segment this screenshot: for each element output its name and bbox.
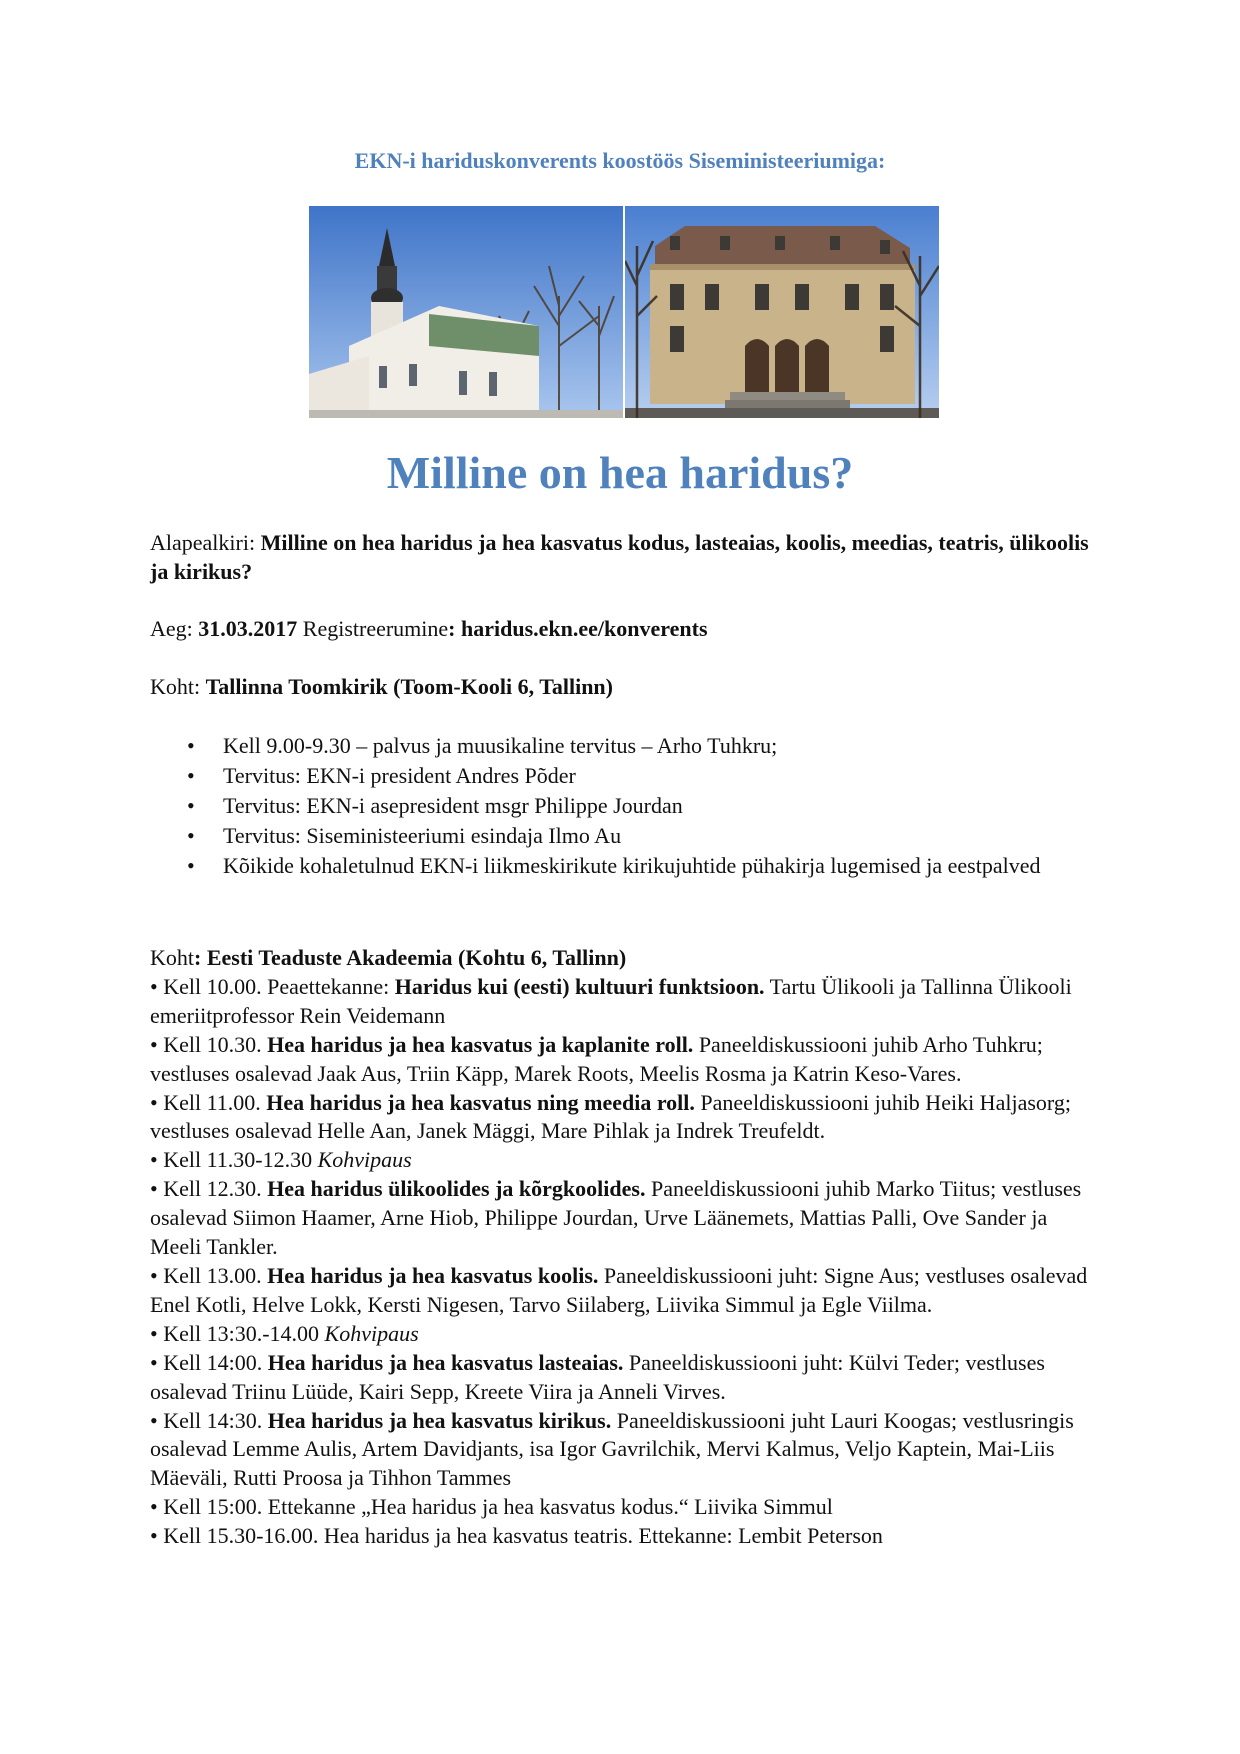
schedule-item-title: Hea haridus ja hea kasvatus lasteaias. [267, 1349, 624, 1375]
schedule-item-time: • Kell 13.00. [150, 1262, 268, 1288]
place-paragraph [150, 672, 1100, 701]
schedule-item-details: Paneeldiskussiooni juhib Heiki Haljasorg; vestluses osalevad Helle Aan, Janek Mäggi, Mare Pihlak ja Indrek Treufeldt. [150, 1089, 1071, 1144]
list-item: • Kõikide kohaletulnud EKN-i liikmeskirikute kirikujuhtide pühakirja lugemised ja eestpalved [150, 851, 1100, 881]
schedule-item-title: Hea haridus ja hea kasvatus koolis. [267, 1262, 599, 1288]
schedule-item-time: • Kell 10.00. Peaettekanne: [150, 973, 395, 999]
schedule-item-title: Hea haridus ja hea kasvatus ning meedia roll. [266, 1089, 695, 1115]
schedule-item [150, 1493, 1100, 1522]
registration-link[interactable]: : haridus.ekn.ee/konverents [448, 616, 708, 641]
schedule-item [150, 1522, 1100, 1551]
schedule-item-details: Paneeldiskussiooni juhib Arho Tuhkru; vestluses osalevad Jaak Aus, Triin Käpp, Marek Roots, Meelis Rosma ja Katrin Keso-Vares. [150, 1031, 1043, 1086]
schedule-item-details: Paneeldiskussiooni juht Lauri Koogas; vestlusringis osalevad Lemme Aulis, Artem Davidjants, isa Igor Gavrilchik, Mervi Kalmus, Veljo Kaptein, Mai-Liis Mäeväli, Rutti Proosa ja Tihhon Tammes [150, 1407, 1074, 1491]
schedule-item-details: Tartu Ülikooli ja Tallinna Ülikooli emeriitprofessor Rein Veidemann [150, 973, 1072, 1028]
schedule-item [150, 1031, 1100, 1089]
schedule-place-value: : Eesti Teaduste Akadeemia (Kohtu 6, Tallinn) [194, 945, 627, 970]
page-title: Milline on hea haridus? [386, 447, 854, 498]
place-value: Tallinna Toomkirik (Toom-Kooli 6, Tallinn) [205, 674, 613, 699]
schedule-item [150, 1146, 1100, 1175]
subtitle-value: Milline on hea haridus ja hea kasvatus kodus, lasteaias, koolis, meedias, teatris, ülikoolis ja kirikus? [150, 530, 1089, 584]
schedule-item [150, 1320, 1100, 1349]
registration-label: Registreerumine [297, 616, 449, 641]
time-value: 31.03.2017 [198, 616, 298, 641]
schedule-place-label: Koht [150, 945, 194, 970]
schedule-item [150, 1349, 1100, 1407]
church-photo [309, 206, 623, 418]
time-label: Aeg: [150, 616, 199, 641]
schedule-place [150, 944, 1100, 973]
schedule-item-time: • Kell 10.30. [150, 1031, 268, 1057]
list-item: • Kell 9.00-9.30 – palvus ja muusikaline tervitus – Arho Tuhkru; [150, 731, 1100, 761]
schedule-item-break: Kohvipaus [324, 1320, 419, 1346]
schedule-item-text: • Kell 15:00. Ettekanne „Hea haridus ja hea kasvatus kodus.“ Liivika Simmul [150, 1494, 833, 1520]
schedule-item-details: Paneeldiskussiooni juhib Marko Tiitus; vestluses osalevad Siimon Haamer, Arne Hiob, Philippe Jourdan, Urve Läänemets, Mattias Palli, Ove Sander ja Meeli Tankler. [150, 1176, 1082, 1260]
schedule-item [150, 1089, 1100, 1147]
schedule-item-title: Haridus kui (eesti) kultuuri funktsioon. [394, 973, 765, 999]
schedule-item [150, 1407, 1100, 1494]
schedule-item-time: • Kell 11.30-12.30 [150, 1147, 318, 1173]
conference-kicker: EKN-i hariduskonverents koostöös Siseministeeriumiga: [354, 148, 886, 173]
list-item: • Tervitus: EKN-i president Andres Põder [150, 761, 1100, 791]
schedule-item-title: Hea haridus ja hea kasvatus ja kaplanite roll. [267, 1031, 694, 1057]
schedule-item-details: Paneeldiskussiooni juht: Signe Aus; vestluses osalevad Enel Kotli, Helve Lokk, Kersti Nigesen, Tarvo Siilaberg, Liivika Simmul ja Egle Viilma. [150, 1262, 1088, 1317]
schedule-item-time: • Kell 12.30. [150, 1176, 268, 1202]
schedule-item-time: • Kell 14:30. [150, 1407, 268, 1433]
schedule-item-title: Hea haridus ülikoolides ja kõrgkoolides. [267, 1176, 646, 1202]
list-item: • Tervitus: Siseministeeriumi esindaja Ilmo Au [150, 821, 1100, 851]
subtitle-label: Alapealkiri: [150, 530, 261, 555]
schedule-item [150, 973, 1100, 1031]
list-item: • Tervitus: EKN-i asepresident msgr Philippe Jourdan [150, 791, 1100, 821]
schedule-item [150, 1262, 1100, 1320]
schedule-item-text: • Kell 15.30-16.00. Hea haridus ja hea kasvatus teatris. Ettekanne: Lembit Peterson [150, 1523, 883, 1549]
schedule-item-time: • Kell 13:30.-14.00 [150, 1320, 325, 1346]
header-photos [309, 206, 939, 418]
opening-program-list [150, 731, 1100, 881]
schedule-item-time: • Kell 11.00. [150, 1089, 267, 1115]
schedule-section [150, 944, 1100, 1551]
schedule-item-break: Kohvipaus [317, 1147, 412, 1173]
schedule-item-details: Paneeldiskussiooni juht: Külvi Teder; vestluses osalevad Triinu Lüüde, Kairi Sepp, Kreete Viira ja Anneli Virves. [150, 1349, 1045, 1404]
schedule-item [150, 1175, 1100, 1262]
place-label: Koht: [150, 674, 206, 699]
schedule-item-time: • Kell 14:00. [150, 1349, 268, 1375]
schedule-item-title: Hea haridus ja hea kasvatus kirikus. [267, 1407, 612, 1433]
academy-building-photo [625, 206, 939, 418]
time-paragraph [150, 614, 1100, 643]
subtitle-paragraph [150, 528, 1100, 586]
